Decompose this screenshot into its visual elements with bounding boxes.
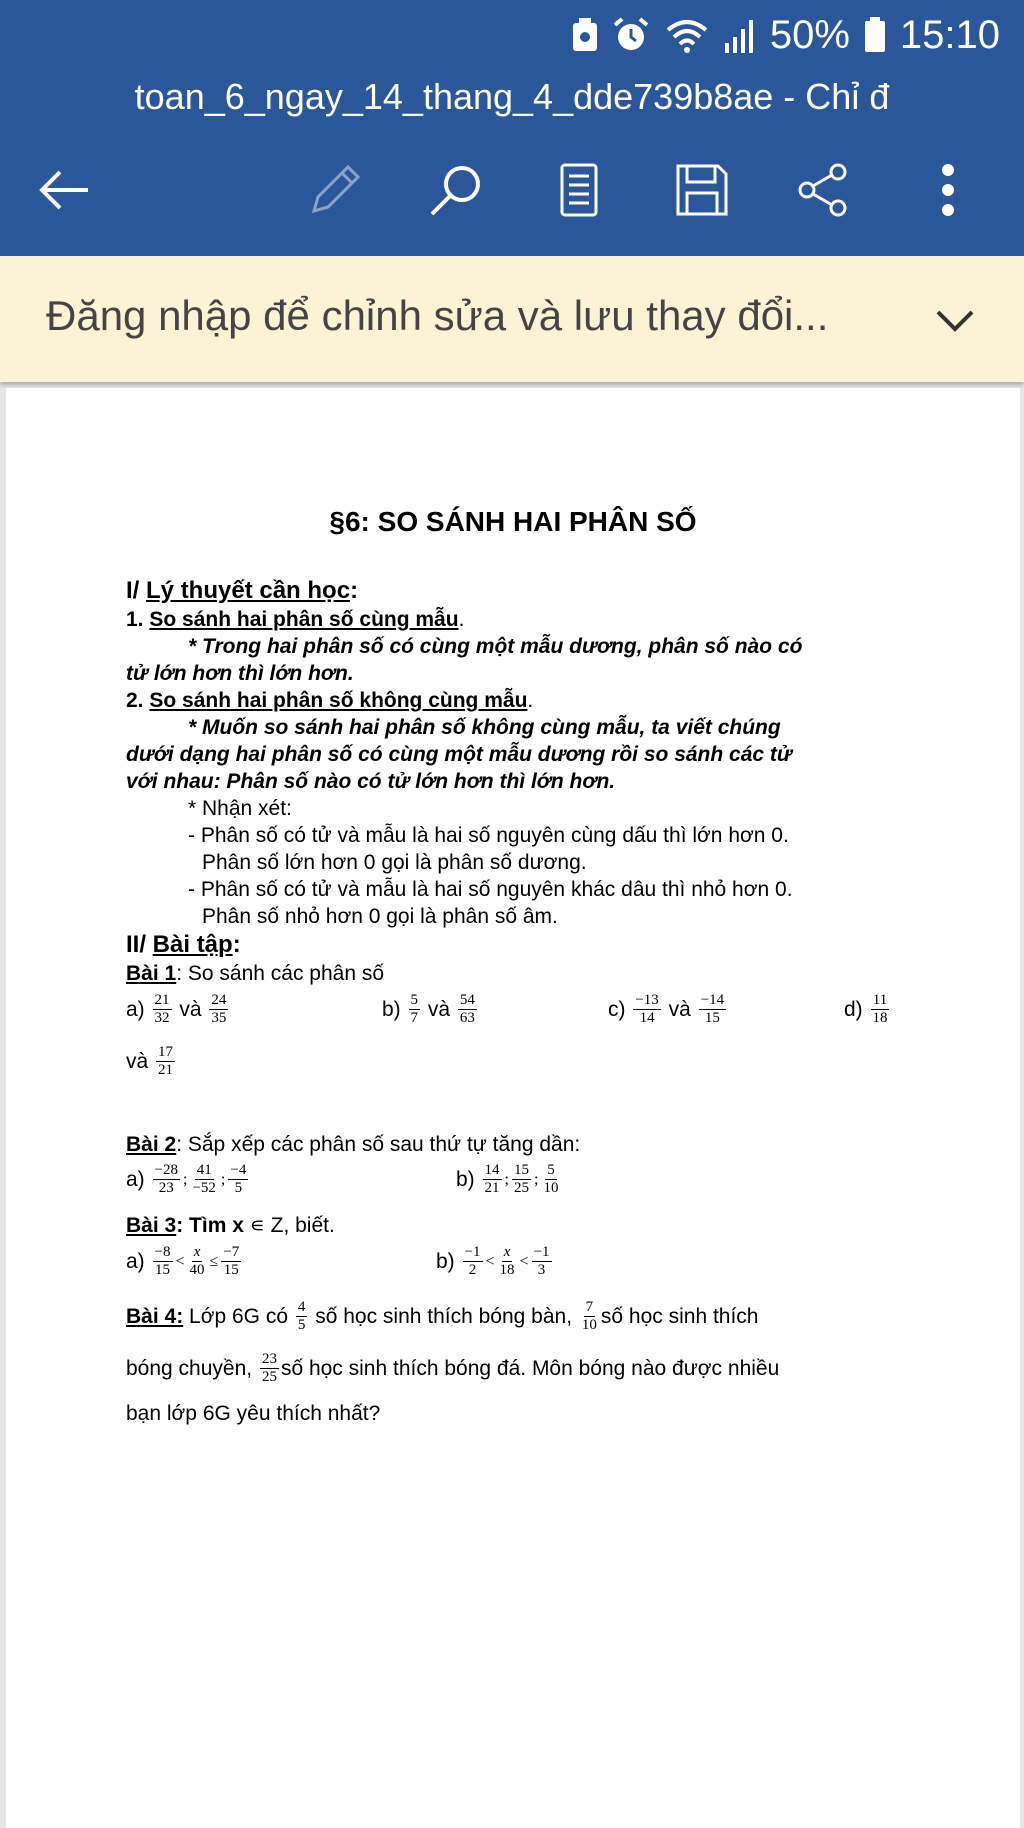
section-exercises-colon: : xyxy=(232,931,241,958)
exercise-4-line-3: bạn lớp 6G yêu thích nhất? xyxy=(126,1402,381,1425)
usb-storage-icon xyxy=(572,18,598,52)
separator: ; xyxy=(220,1170,226,1188)
denominator: 35 xyxy=(211,1009,227,1026)
conjunction: và xyxy=(126,1049,149,1073)
denominator: 18 xyxy=(499,1261,515,1278)
part-marker: c) xyxy=(608,997,626,1021)
numerator: x xyxy=(503,1243,511,1260)
edit-button[interactable] xyxy=(305,160,365,220)
numerator: x xyxy=(193,1243,201,1260)
denominator: 21 xyxy=(158,1061,174,1078)
sign-in-banner-text: Đăng nhập để chỉnh sửa và lưu thay đổi... xyxy=(46,292,829,339)
exercise-3-heading xyxy=(126,1212,335,1239)
numerator: −28 xyxy=(154,1161,178,1178)
section-exercises-prefix: II/ xyxy=(126,931,153,958)
clock: 15:10 xyxy=(899,12,1000,57)
theory-item-1-number: 1. xyxy=(126,608,150,631)
exercise-4-text: số học sinh thích bóng đá. Môn bóng nào được nhiều xyxy=(280,1356,780,1380)
remark-title: * Nhận xét: xyxy=(188,797,292,820)
exercise-1-part-d xyxy=(844,988,892,1030)
denominator: 15 xyxy=(704,1009,720,1026)
numerator: −1 xyxy=(533,1243,550,1260)
exercise-3-colon: : xyxy=(176,1214,190,1237)
back-arrow-icon xyxy=(36,168,92,212)
numerator: 23 xyxy=(261,1350,277,1367)
exercise-3-part-a xyxy=(126,1240,243,1282)
theory-item-1 xyxy=(126,606,464,633)
exercise-1-text: : So sánh các phân số xyxy=(176,962,385,985)
remark-2-line-2: Phân số nhỏ hơn 0 gọi là phân số âm. xyxy=(202,905,558,928)
back-button[interactable] xyxy=(34,160,94,220)
app-bar xyxy=(0,0,1024,256)
fraction xyxy=(409,992,421,1027)
numerator: 5 xyxy=(547,1161,555,1178)
exercise-2-heading xyxy=(126,1131,580,1158)
more-options-button[interactable] xyxy=(918,160,978,220)
conjunction: và xyxy=(668,997,691,1021)
wifi-icon xyxy=(664,16,710,54)
numerator: −13 xyxy=(635,991,659,1008)
fraction xyxy=(580,1299,599,1334)
less-than-sign: < xyxy=(519,1252,529,1270)
share-button[interactable] xyxy=(793,160,853,220)
alarm-icon xyxy=(612,16,650,54)
remark-1-line-2: Phân số lớn hơn 0 gọi là phân số dương. xyxy=(202,851,587,874)
part-marker: b) xyxy=(436,1249,455,1273)
fraction xyxy=(699,992,726,1027)
numerator: 17 xyxy=(158,1043,174,1060)
fraction xyxy=(532,1244,552,1279)
section-theory-prefix: I/ xyxy=(126,577,147,604)
numerator: 54 xyxy=(459,991,475,1008)
theory-item-2-number: 2. xyxy=(126,689,150,712)
exercise-2-label: Bài 2 xyxy=(126,1133,177,1156)
section-theory-heading xyxy=(126,576,358,606)
denominator: 7 xyxy=(410,1009,419,1026)
remark-1-line-1: - Phân số có tử và mẫu là hai số nguyên cùng dấu thì lớn hơn 0. xyxy=(188,824,789,847)
numerator: 5 xyxy=(410,991,419,1008)
denominator: 18 xyxy=(872,1009,888,1026)
search-button[interactable] xyxy=(426,160,486,220)
exercise-1-part-a xyxy=(126,988,230,1030)
fraction xyxy=(633,992,660,1027)
rule-1-line-2: tử lớn hơn thì lớn hơn. xyxy=(126,662,354,685)
conjunction: và xyxy=(427,997,451,1021)
numerator: 7 xyxy=(585,1298,594,1315)
theory-item-2 xyxy=(126,687,533,714)
numerator: 15 xyxy=(513,1161,529,1178)
part-marker: b) xyxy=(456,1167,475,1191)
section-exercises-heading xyxy=(126,930,241,960)
denominator: 15 xyxy=(155,1261,171,1278)
fraction xyxy=(296,1299,308,1334)
exercise-4-line-1 xyxy=(126,1294,758,1338)
numerator: 21 xyxy=(154,991,170,1008)
reading-view-icon xyxy=(559,162,599,218)
save-button[interactable] xyxy=(672,160,732,220)
numerator: −7 xyxy=(223,1243,240,1260)
fraction xyxy=(190,1162,217,1197)
fraction xyxy=(541,1162,560,1197)
rule-2-line-1: * Muốn so sánh hai phân số không cùng mẫu, ta viết chúng xyxy=(188,716,781,739)
denominator: 25 xyxy=(513,1179,529,1196)
denominator: 25 xyxy=(261,1368,277,1385)
signal-icon xyxy=(724,17,756,53)
exercise-1-part-b xyxy=(382,988,479,1030)
exercise-3-label: Bài 3 xyxy=(126,1214,177,1237)
fraction xyxy=(871,992,890,1027)
fraction xyxy=(156,1044,175,1079)
numerator: 24 xyxy=(211,991,227,1008)
page-title: §6: SO SÁNH HAI PHÂN SỐ xyxy=(329,506,697,537)
exercise-1-label: Bài 1 xyxy=(126,962,177,985)
numerator: −8 xyxy=(154,1243,171,1260)
theory-item-1-end: . xyxy=(458,608,465,631)
fraction xyxy=(221,1244,241,1279)
fraction xyxy=(228,1162,248,1197)
denominator: 23 xyxy=(158,1179,174,1196)
exercise-1-part-c xyxy=(608,988,728,1030)
fraction xyxy=(153,992,172,1027)
remark-2-line-1: - Phân số có tử và mẫu là hai số nguyên khác dâu thì nhỏ hơn 0. xyxy=(188,878,793,901)
denominator: −52 xyxy=(192,1179,216,1196)
exercise-2-part-a xyxy=(126,1158,250,1200)
battery-icon xyxy=(864,17,886,53)
section-theory-colon: : xyxy=(350,577,359,604)
denominator: 15 xyxy=(223,1261,239,1278)
document-title: toan_6_ngay_14_thang_4_dde739b8ae - Chỉ đ xyxy=(134,76,890,117)
exercise-4-text: bóng chuyền, xyxy=(126,1356,258,1380)
conjunction: và xyxy=(179,997,202,1021)
numerator: 41 xyxy=(196,1161,212,1178)
exercise-3-find: Tìm x xyxy=(189,1214,244,1237)
fraction xyxy=(188,1244,207,1279)
denominator: 2 xyxy=(468,1261,477,1278)
theory-item-2-end: . xyxy=(527,689,534,712)
numerator: 14 xyxy=(484,1161,500,1178)
fraction xyxy=(463,1244,483,1279)
exercise-2-part-b xyxy=(456,1158,562,1200)
numerator: −1 xyxy=(464,1243,481,1260)
share-icon xyxy=(796,163,850,217)
fraction xyxy=(209,992,228,1027)
separator: ; xyxy=(504,1170,509,1188)
part-marker: d) xyxy=(844,997,863,1021)
fraction xyxy=(153,1244,173,1279)
less-equal-sign: ≤ xyxy=(209,1252,219,1270)
less-than-sign: < xyxy=(485,1252,495,1270)
denominator: 10 xyxy=(581,1316,597,1333)
exercise-4-line-2 xyxy=(126,1346,779,1390)
exercise-3-text: ∊ Z, biết. xyxy=(243,1214,335,1237)
save-icon xyxy=(675,163,729,217)
exercise-3-part-b xyxy=(436,1240,554,1282)
part-marker: a) xyxy=(126,1167,145,1191)
part-marker: a) xyxy=(126,1249,145,1273)
section-exercises-label: Bài tập xyxy=(152,931,233,958)
denominator: 40 xyxy=(189,1261,205,1278)
numerator: −4 xyxy=(230,1161,247,1178)
denominator: 10 xyxy=(543,1179,559,1196)
battery-percent: 50% xyxy=(769,12,850,57)
exercise-4-text: Lớp 6G có xyxy=(183,1304,294,1328)
exercise-4-text: số học sinh thích bóng bàn, xyxy=(309,1304,578,1328)
pencil-icon xyxy=(308,163,362,217)
denominator: 21 xyxy=(484,1179,500,1196)
denominator: 5 xyxy=(297,1316,306,1333)
more-options-icon xyxy=(941,163,955,217)
reading-view-button[interactable] xyxy=(549,160,609,220)
rule-2-line-2: dưới dạng hai phân số có cùng một mẫu dương rồi so sánh các tử xyxy=(126,743,792,766)
denominator: 14 xyxy=(639,1009,655,1026)
fraction xyxy=(458,992,477,1027)
denominator: 63 xyxy=(459,1009,475,1026)
numerator: 11 xyxy=(872,991,888,1008)
exercise-1-heading xyxy=(126,960,384,987)
theory-item-2-label: So sánh hai phân số không cùng mẫu xyxy=(149,689,528,712)
chevron-down-icon[interactable] xyxy=(930,296,980,346)
less-than-sign: < xyxy=(175,1252,185,1270)
separator: ; xyxy=(533,1170,539,1188)
numerator: 4 xyxy=(297,1298,306,1315)
rule-2-line-3: với nhau: Phân số nào có tử lớn hơn thì lớn hơn. xyxy=(126,770,616,793)
part-marker: b) xyxy=(382,997,401,1021)
exercise-2-text: : Sắp xếp các phân số sau thứ tự tăng dần: xyxy=(176,1133,581,1156)
document-page[interactable] xyxy=(6,388,1020,1828)
exercise-4-label: Bài 4: xyxy=(126,1304,184,1328)
status-bar xyxy=(572,12,1000,58)
toolbar xyxy=(0,150,1024,230)
fraction xyxy=(483,1162,502,1197)
part-marker: a) xyxy=(126,997,145,1021)
search-icon xyxy=(428,162,484,218)
theory-item-1-label: So sánh hai phân số cùng mẫu xyxy=(149,608,459,631)
section-theory-label: Lý thuyết cần học xyxy=(146,577,351,604)
numerator: −14 xyxy=(700,991,725,1008)
fraction xyxy=(512,1162,531,1197)
fraction xyxy=(260,1351,279,1386)
sign-in-banner[interactable] xyxy=(0,256,1024,382)
denominator: 3 xyxy=(537,1261,546,1278)
denominator: 5 xyxy=(234,1179,243,1196)
separator: ; xyxy=(183,1170,188,1188)
exercise-4-text: số học sinh thích xyxy=(600,1304,759,1328)
document-content xyxy=(6,388,1020,1828)
fraction xyxy=(498,1244,517,1279)
rule-1-line-1: * Trong hai phân số có cùng một mẫu dương, phân số nào có xyxy=(188,635,803,658)
exercise-1-part-d-continued xyxy=(126,1040,177,1082)
denominator: 32 xyxy=(154,1009,170,1026)
fraction xyxy=(153,1162,180,1197)
